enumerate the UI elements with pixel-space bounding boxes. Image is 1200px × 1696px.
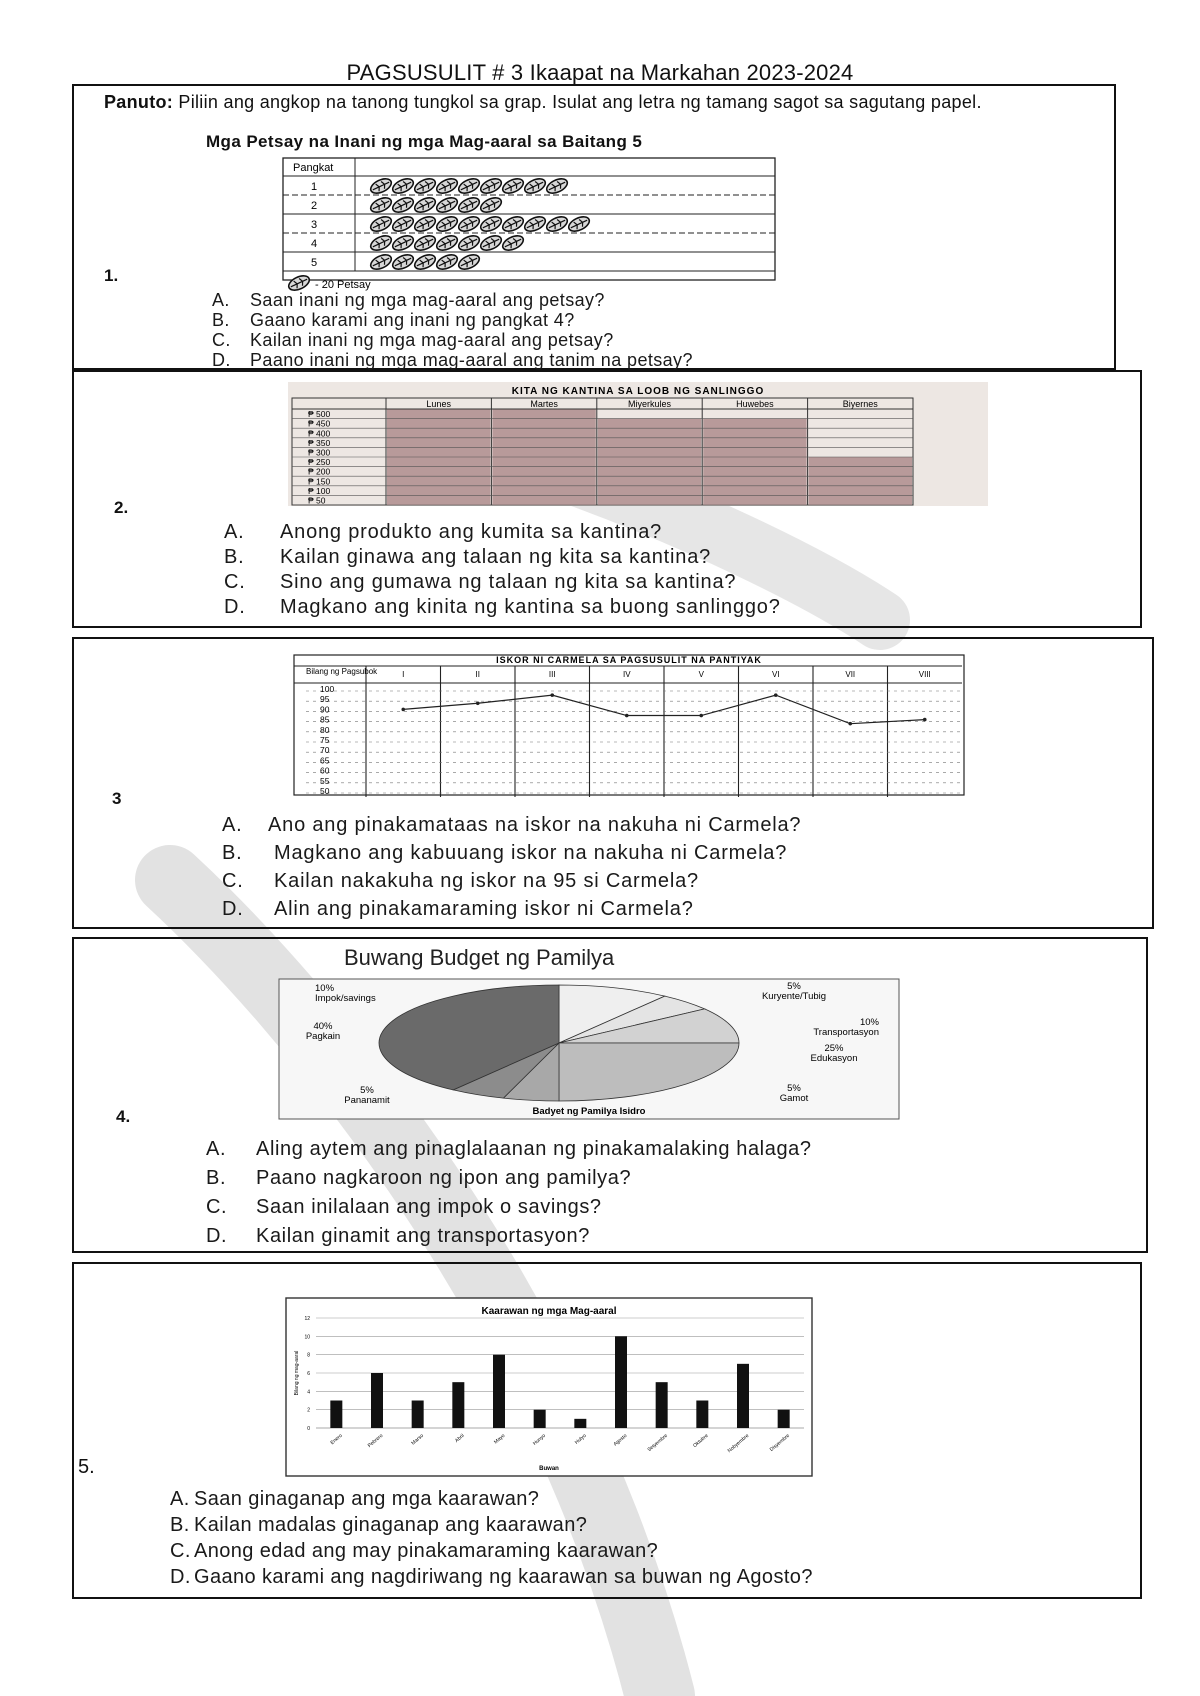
scores-col-label: V bbox=[698, 670, 704, 679]
option-text: Gaano karami ang inani ng pangkat 4? bbox=[250, 310, 575, 330]
bday-y-tick: 12 bbox=[304, 1316, 310, 1322]
option-letter: D. bbox=[224, 596, 246, 618]
pie-slice-label: Transportasyon bbox=[813, 1027, 879, 1038]
option-letter: C. bbox=[222, 870, 244, 892]
pie-slice-pct: 5% bbox=[787, 981, 801, 992]
canteen-row-label: ₱ 200 bbox=[308, 466, 331, 477]
petsay-icon bbox=[456, 233, 481, 253]
petsay-icon bbox=[478, 195, 503, 215]
petsay-icon bbox=[368, 214, 393, 234]
canteen-bar bbox=[703, 419, 806, 505]
question-2-number: 2. bbox=[114, 498, 129, 517]
option-letter: C. bbox=[212, 330, 231, 350]
petsay-icon bbox=[434, 252, 459, 272]
scores-title: ISKOR NI CARMELA SA PAGSUSULIT NA PANTIYAK bbox=[496, 655, 762, 665]
canteen-row-label: ₱ 250 bbox=[308, 457, 331, 468]
petsay-icon bbox=[368, 176, 393, 196]
bday-x-tick: Oktubre bbox=[692, 1432, 710, 1449]
bday-bar bbox=[696, 1401, 708, 1429]
option-c[interactable] bbox=[222, 867, 801, 895]
petsay-icon bbox=[544, 176, 569, 196]
canteen-col-label: Huwebes bbox=[736, 399, 774, 409]
scores-row-label: 65 bbox=[320, 755, 330, 766]
petsay-icon bbox=[522, 176, 547, 196]
option-text: Saan inilalaan ang impok o savings? bbox=[256, 1196, 602, 1218]
petsay-icon bbox=[412, 233, 437, 253]
bday-x-tick: Hunyo bbox=[532, 1432, 547, 1447]
scores-row-label: 70 bbox=[320, 745, 330, 756]
pie-slice-pct: 10% bbox=[315, 983, 335, 994]
pie-slice-label: Pagkain bbox=[305, 1031, 341, 1042]
option-d[interactable] bbox=[222, 895, 801, 923]
petsay-icon bbox=[368, 233, 393, 253]
scores-row-label: 75 bbox=[320, 735, 330, 745]
scores-col-label: VI bbox=[771, 670, 780, 679]
option-c[interactable] bbox=[212, 330, 693, 350]
budget-pie-chart bbox=[279, 979, 899, 1124]
petsay-icon bbox=[390, 252, 415, 272]
page-title: PAGSUSULIT # 3 Ikaapat na Markahan 2023-2024 bbox=[346, 60, 854, 85]
option-letter: B. bbox=[206, 1167, 227, 1189]
pie-slice-label: Gamot bbox=[779, 1093, 809, 1104]
birthday-bar-chart bbox=[286, 1298, 814, 1483]
canteen-col-label: Martes bbox=[530, 399, 558, 409]
question-3-box bbox=[72, 637, 1154, 929]
option-a[interactable] bbox=[212, 290, 693, 310]
chart-4-title: Buwang Budget ng Pamilya bbox=[344, 945, 615, 970]
scores-col-label: IV bbox=[622, 670, 631, 679]
instructions-label: Panuto: bbox=[104, 92, 174, 112]
option-letter: D. bbox=[212, 350, 231, 370]
petsay-icon bbox=[544, 214, 569, 234]
option-text: Magkano ang kinita ng kantina sa buong sanlinggo? bbox=[280, 596, 781, 618]
option-letter: A. bbox=[222, 814, 243, 836]
canteen-bar-chart bbox=[288, 382, 988, 511]
petsay-icon bbox=[478, 214, 503, 234]
bday-bar bbox=[412, 1401, 424, 1429]
option-text: Aling aytem ang pinaglalaanan ng pinakamalaking halaga? bbox=[256, 1138, 812, 1160]
scores-point bbox=[476, 701, 480, 705]
bday-title: Kaarawan ng mga Mag-aaral bbox=[481, 1306, 617, 1317]
bday-x-label: Buwan bbox=[539, 1466, 559, 1472]
option-letter: D. bbox=[222, 898, 244, 920]
petsay-icon bbox=[522, 214, 547, 234]
petsay-icon bbox=[412, 176, 437, 196]
pictograph-row-label: 3 bbox=[311, 219, 318, 231]
option-text: Kailan ginamit ang transportasyon? bbox=[256, 1225, 590, 1247]
petsay-icon bbox=[434, 195, 459, 215]
petsay-icon bbox=[500, 233, 525, 253]
canteen-row-label: ₱ 350 bbox=[308, 437, 331, 448]
option-letter: B. bbox=[222, 842, 243, 864]
pie-slice-pct: 10% bbox=[859, 1017, 879, 1028]
pictograph-header: Pangkat bbox=[293, 162, 334, 174]
petsay-icon bbox=[478, 176, 503, 196]
option-b[interactable] bbox=[170, 1512, 813, 1538]
option-d[interactable] bbox=[212, 350, 693, 370]
petsay-icon bbox=[456, 252, 481, 272]
scores-point bbox=[699, 714, 703, 718]
canteen-row-label: ₱ 450 bbox=[308, 418, 331, 429]
petsay-icon bbox=[500, 176, 525, 196]
bday-x-tick: Pebrero bbox=[366, 1432, 385, 1449]
option-letter: A. bbox=[224, 521, 245, 543]
petsay-icon bbox=[434, 176, 459, 196]
pie-slice-pct: 5% bbox=[787, 1083, 801, 1094]
option-c[interactable] bbox=[224, 570, 781, 595]
petsay-icon bbox=[412, 195, 437, 215]
option-text: Alin ang pinakamaraming iskor ni Carmela? bbox=[274, 898, 694, 920]
canteen-row-label: ₱ 100 bbox=[308, 485, 331, 496]
petsay-icon bbox=[368, 195, 393, 215]
bday-bar bbox=[371, 1373, 383, 1428]
bday-y-label: Bilang ng mag-aaral bbox=[294, 1350, 300, 1396]
petsay-icon bbox=[390, 233, 415, 253]
pie-slice-pct: 40% bbox=[313, 1021, 333, 1032]
scores-col-label: II bbox=[475, 670, 480, 679]
option-a[interactable] bbox=[222, 811, 801, 839]
bday-bar bbox=[452, 1382, 464, 1428]
instructions bbox=[104, 92, 1104, 112]
bday-bar bbox=[615, 1336, 627, 1428]
petsay-icon bbox=[478, 233, 503, 253]
scores-row-label: 100 bbox=[320, 684, 335, 694]
question-3-options bbox=[222, 811, 801, 923]
bday-x-tick: Setyembre bbox=[646, 1432, 669, 1454]
option-b[interactable] bbox=[222, 839, 801, 867]
option-letter: A. bbox=[170, 1488, 190, 1510]
option-text: Ano ang pinakamataas na iskor na nakuha ni Carmela? bbox=[268, 814, 802, 836]
scores-point bbox=[848, 722, 852, 726]
pie-slice-label: Impok/savings bbox=[315, 993, 376, 1004]
question-5-number: 5. bbox=[78, 1456, 95, 1478]
bday-y-tick: 2 bbox=[307, 1407, 310, 1414]
option-text: Kailan nakakuha ng iskor na 95 si Carmela? bbox=[274, 870, 699, 892]
option-letter: B. bbox=[212, 310, 230, 330]
pictograph-row-label: 2 bbox=[311, 200, 318, 212]
canteen-col-label: Miyerkules bbox=[627, 399, 672, 409]
option-c[interactable] bbox=[206, 1193, 812, 1222]
scores-row-label: 80 bbox=[320, 724, 330, 735]
option-b[interactable] bbox=[206, 1164, 812, 1193]
scores-header: Bilang ng Pagsubok bbox=[306, 667, 378, 676]
question-4-options bbox=[206, 1135, 812, 1251]
petsay-icon bbox=[390, 195, 415, 215]
option-a[interactable] bbox=[224, 520, 781, 545]
option-b[interactable] bbox=[212, 310, 693, 330]
option-letter: D. bbox=[206, 1225, 228, 1247]
question-1-box bbox=[72, 84, 1116, 370]
option-a[interactable] bbox=[206, 1135, 812, 1164]
petsay-icon bbox=[456, 176, 481, 196]
scores-col-label: VII bbox=[845, 670, 856, 679]
scores-row-label: 50 bbox=[320, 786, 330, 796]
option-text: Saan inani ng mga mag-aaral ang petsay? bbox=[250, 290, 605, 310]
option-text: Gaano karami ang nagdiriwang ng kaarawan sa buwan ng Agosto? bbox=[194, 1566, 813, 1588]
option-d[interactable] bbox=[206, 1222, 812, 1251]
option-a[interactable] bbox=[170, 1486, 813, 1512]
pie-slice-pct: 5% bbox=[360, 1085, 374, 1096]
petsay-icon bbox=[412, 214, 437, 234]
scores-col-label: III bbox=[548, 670, 556, 679]
option-text: Sino ang gumawa ng talaan ng kita sa kantina? bbox=[280, 571, 737, 593]
petsay-icon bbox=[390, 214, 415, 234]
scores-row-label: 55 bbox=[320, 775, 330, 786]
question-4-box bbox=[72, 937, 1148, 1253]
scores-point bbox=[774, 693, 778, 697]
scores-row-label: 95 bbox=[320, 694, 330, 705]
scores-row-label: 85 bbox=[320, 714, 330, 725]
bday-y-tick: 0 bbox=[307, 1426, 310, 1432]
pictograph-chart bbox=[279, 156, 779, 289]
scores-col-label: VIII bbox=[918, 670, 931, 679]
question-1-number: 1. bbox=[104, 266, 119, 285]
option-text: Paano inani ng mga mag-aaral ang tanim na petsay? bbox=[250, 350, 693, 370]
canteen-row-label: ₱ 150 bbox=[308, 476, 331, 487]
petsay-icon bbox=[456, 195, 481, 215]
pie-slice-pct: 25% bbox=[824, 1043, 844, 1054]
petsay-icon bbox=[566, 214, 591, 234]
pie-slice-label: Pananamit bbox=[344, 1095, 390, 1106]
bday-bar bbox=[534, 1410, 546, 1428]
petsay-icon bbox=[434, 233, 459, 253]
pictograph-legend: - 20 Petsay bbox=[315, 279, 371, 291]
pictograph-row-label: 1 bbox=[311, 181, 318, 193]
petsay-icon bbox=[500, 214, 525, 234]
option-letter: B. bbox=[224, 546, 245, 568]
bday-x-tick: Agosto bbox=[612, 1432, 629, 1448]
question-2-options bbox=[224, 520, 781, 620]
question-5-options bbox=[170, 1486, 813, 1590]
option-text: Anong edad ang may pinakamaraming kaarawan? bbox=[194, 1540, 659, 1562]
option-b[interactable] bbox=[224, 545, 781, 570]
scores-point bbox=[401, 708, 405, 712]
bday-x-tick: Nobyembre bbox=[726, 1432, 751, 1455]
option-letter: C. bbox=[224, 571, 246, 593]
canteen-row-label: ₱ 400 bbox=[308, 428, 331, 439]
scores-point bbox=[625, 714, 629, 718]
bday-bar bbox=[778, 1410, 790, 1428]
scores-point bbox=[550, 693, 554, 697]
petsay-icon bbox=[412, 252, 437, 272]
option-text: Kailan ginawa ang talaan ng kita sa kantina? bbox=[280, 546, 712, 568]
bday-x-tick: Mayo bbox=[493, 1432, 507, 1446]
canteen-col-label: Lunes bbox=[426, 399, 451, 409]
scores-row-label: 60 bbox=[320, 765, 330, 776]
pictograph-row-label: 4 bbox=[311, 238, 318, 250]
option-text: Kailan madalas ginaganap ang kaarawan? bbox=[194, 1514, 588, 1536]
canteen-row-label: ₱ 50 bbox=[308, 495, 326, 506]
option-letter: C. bbox=[206, 1196, 228, 1218]
question-3-number: 3 bbox=[112, 789, 122, 808]
bday-y-tick: 10 bbox=[304, 1334, 310, 1341]
option-text: Paano nagkaroon ng ipon ang pamilya? bbox=[256, 1167, 632, 1189]
option-c[interactable] bbox=[170, 1538, 813, 1564]
option-letter: C. bbox=[170, 1540, 191, 1562]
pictograph-row-label: 5 bbox=[311, 257, 318, 269]
bday-bar bbox=[737, 1364, 749, 1428]
canteen-row-label: ₱ 300 bbox=[308, 447, 331, 458]
pie-slice-label: Edukasyon bbox=[810, 1053, 858, 1064]
petsay-icon bbox=[390, 176, 415, 196]
scores-point bbox=[923, 718, 927, 722]
bday-y-tick: 6 bbox=[307, 1371, 310, 1377]
option-text: Saan ginaganap ang mga kaarawan? bbox=[194, 1488, 540, 1510]
pie-slice-label: Kuryente/Tubig bbox=[761, 991, 827, 1002]
canteen-row-label: ₱ 500 bbox=[308, 409, 331, 420]
pie-caption: Badyet ng Pamilya Isidro bbox=[532, 1106, 646, 1117]
canteen-bar bbox=[598, 419, 701, 505]
question-2-box bbox=[72, 370, 1142, 628]
option-text: Magkano ang kabuuang iskor na nakuha ni Carmela? bbox=[274, 842, 788, 864]
bday-x-tick: Hulyo bbox=[573, 1432, 588, 1446]
bday-bar bbox=[330, 1401, 342, 1429]
scores-row-label: 90 bbox=[320, 704, 330, 715]
petsay-icon bbox=[434, 214, 459, 234]
bday-x-tick: Enero bbox=[329, 1432, 344, 1447]
bday-bar bbox=[574, 1419, 586, 1428]
option-d[interactable] bbox=[170, 1564, 813, 1590]
option-text: Kailan inani ng mga mag-aaral ang petsay? bbox=[250, 330, 614, 350]
instructions-text: Piliin ang angkop na tanong tungkol sa grap. Isulat ang letra ng tamang sagot sa sagutang papel. bbox=[173, 92, 982, 112]
scores-col-label: I bbox=[402, 670, 405, 679]
bday-x-tick: Disyembre bbox=[768, 1432, 791, 1453]
option-letter: A. bbox=[212, 290, 230, 310]
bday-x-tick: Abril bbox=[454, 1432, 466, 1444]
canteen-col-label: Biyernes bbox=[842, 399, 878, 409]
petsay-icon bbox=[368, 252, 393, 272]
bday-y-tick: 8 bbox=[307, 1352, 310, 1359]
score-line-chart bbox=[294, 651, 974, 804]
bday-bar bbox=[656, 1382, 668, 1428]
option-d[interactable] bbox=[224, 595, 781, 620]
option-letter: D. bbox=[170, 1566, 191, 1588]
bday-x-tick: Marso bbox=[410, 1432, 425, 1447]
question-5-box bbox=[72, 1262, 1142, 1599]
canteen-bar bbox=[809, 457, 912, 505]
option-letter: B. bbox=[170, 1514, 190, 1536]
question-1-options bbox=[212, 290, 693, 370]
option-letter: A. bbox=[206, 1138, 227, 1160]
option-text: Anong produkto ang kumita sa kantina? bbox=[280, 521, 663, 543]
petsay-icon bbox=[456, 214, 481, 234]
canteen-title: KITA NG KANTINA SA LOOB NG SANLINGGO bbox=[511, 386, 765, 397]
bday-bar bbox=[493, 1355, 505, 1428]
bday-y-tick: 4 bbox=[307, 1389, 310, 1396]
question-4-number: 4. bbox=[116, 1107, 131, 1126]
chart-1-title: Mga Petsay na Inani ng mga Mag-aaral sa Baitang 5 bbox=[206, 132, 643, 151]
